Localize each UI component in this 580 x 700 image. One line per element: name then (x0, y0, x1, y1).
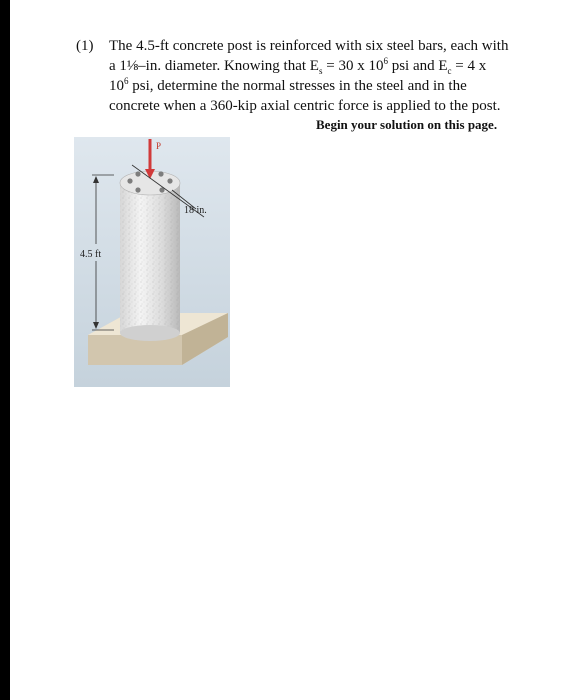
text-run: = 4 x (451, 58, 487, 74)
text-run: concrete when a 360-kip axial centric force is applied to the post. (109, 98, 501, 114)
steel-bar (135, 187, 140, 192)
text-run: a 1⅛–in. diameter. Knowing that E (109, 58, 319, 74)
superscript-exponent: 6 (383, 56, 388, 66)
text-run: The 4.5-ft concrete post is reinforced with six steel bars, each with (109, 38, 509, 54)
left-border (0, 0, 10, 700)
text-run: 10 (109, 78, 124, 94)
text-run: psi and E (387, 58, 448, 74)
superscript-exponent: 6 (124, 76, 129, 86)
problem-line-1 (109, 36, 539, 56)
steel-bar (158, 171, 163, 176)
text-run: = 30 x 10 (322, 58, 384, 74)
text-run: psi, determine the normal stresses in the steel and in the (128, 78, 467, 94)
concrete-post-figure (74, 137, 230, 387)
column-texture (120, 183, 180, 333)
subscript-s: s (318, 66, 323, 76)
load-label: P (156, 141, 162, 151)
problem-line-3 (109, 76, 539, 96)
problem-text (109, 36, 539, 116)
problem-line-4 (109, 96, 539, 116)
problem-line-2 (109, 56, 539, 76)
steel-bar (127, 178, 132, 183)
post-illustration (74, 137, 230, 387)
height-label: 4.5 ft (80, 249, 102, 260)
instruction-text: Begin your solution on this page. (316, 117, 498, 132)
steel-bar (167, 178, 172, 183)
steel-bar (135, 171, 140, 176)
problem-number: (1) (76, 38, 94, 54)
diameter-label: 18 in. (184, 205, 207, 216)
subscript-c: c (447, 66, 452, 76)
column-bottom (120, 325, 180, 341)
